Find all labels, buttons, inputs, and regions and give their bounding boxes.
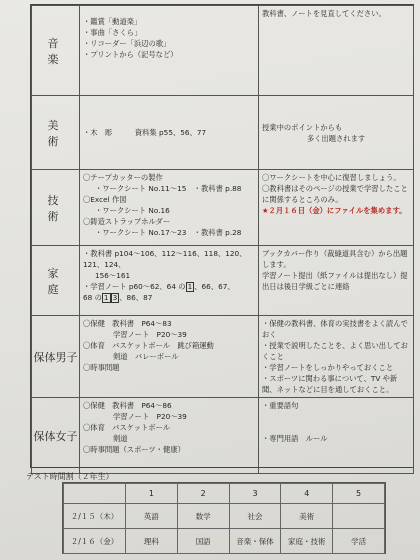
- note-text: 教科書、ノートを見直してください。: [262, 9, 386, 18]
- list-item: 〇体育 バスケットボール: [83, 423, 171, 432]
- boxed-number: 1: [187, 282, 193, 291]
- content-home: [80, 246, 259, 316]
- list-item: 〇鋳造ストラップホルダー: [83, 217, 171, 226]
- period-header: 3: [229, 484, 281, 504]
- list-item: 学習ノート P20～39: [113, 330, 187, 339]
- list-item: ・鑑賞「動道楽」: [83, 17, 142, 26]
- list-item: 〇時事問題（スポーツ・健康）: [83, 445, 185, 454]
- note-text: ・学習ノートをしっかりやっておくこと: [262, 363, 394, 372]
- subject-scope-table: [30, 4, 414, 468]
- list-item: [83, 281, 255, 292]
- schedule-title: テスト時間割（２年生）: [26, 472, 114, 481]
- schedule-cell: [333, 504, 385, 529]
- content-music: [80, 6, 259, 96]
- list-item: [83, 292, 255, 303]
- note-text: ・授業で説明したことを、よく思い出しておくこと: [262, 341, 408, 361]
- subject-tech: 技 術: [32, 170, 80, 246]
- schedule-cell: 学活: [333, 529, 385, 554]
- row-home: [32, 246, 414, 316]
- content-tech: [80, 170, 259, 246]
- schedule-day: ２/１５（木）: [64, 504, 126, 529]
- list-item: ・ワークシート No.17～23 ・教科書 p.28: [95, 228, 242, 237]
- row-pe-boys: [32, 316, 414, 398]
- content-art: [80, 96, 259, 170]
- schedule-cell: 理科: [126, 529, 178, 554]
- row-music: [32, 6, 414, 96]
- row-art: [32, 96, 414, 170]
- period-header: 5: [333, 484, 385, 504]
- list-item: 〇保健 教科書 P64～86: [83, 401, 172, 410]
- content-pe-boys: [80, 316, 259, 398]
- subject-music: 音 楽: [32, 6, 80, 96]
- note-text: 学習ノート提出（紙ファイルは提出なし）提出日は後日学級ごとに連絡: [262, 271, 408, 291]
- notes-pe-boys: [259, 316, 414, 398]
- list-item: 剣道 バレーボール: [113, 352, 179, 361]
- row-tech: [32, 170, 414, 246]
- row-pe-girls: [32, 398, 414, 474]
- list-item: 〇Excel 作図: [83, 195, 127, 204]
- schedule-cell: 家庭・技術: [281, 529, 333, 554]
- list-item: 156～161: [95, 271, 131, 280]
- content-pe-girls: [80, 398, 259, 474]
- schedule-cell: 国語: [177, 529, 229, 554]
- period-header: 4: [281, 484, 333, 504]
- spacer: [262, 411, 410, 422]
- list-item: ・ワークシート No.11～15 ・教科書 p.88: [95, 184, 242, 193]
- note-text: 多く出題されます: [306, 133, 366, 143]
- home-notebook-pages-cont: 、66、67、: [194, 282, 235, 291]
- note-text: 授業中のポイントからも: [262, 122, 343, 132]
- boxed-number: 3: [112, 293, 118, 302]
- home-notebook-pages: ・学習ノート p60～62、64 の: [83, 282, 186, 291]
- home-notebook-pages-2: 68 の: [83, 293, 102, 302]
- art-reference: 資料集 p55、56、77: [134, 128, 207, 137]
- subject-art: 美 術: [32, 96, 80, 170]
- schedule-cell: 音楽・保体: [229, 529, 281, 554]
- notes-tech: [259, 170, 414, 246]
- list-item: ・ワークシート No.16: [95, 206, 170, 215]
- list-item: 〇体育 バスケットボール 跳び箱運動: [83, 341, 214, 350]
- test-schedule-table: [62, 482, 386, 554]
- schedule-cell: 数学: [177, 504, 229, 529]
- schedule-cell: 社会: [229, 504, 281, 529]
- list-item: ・事曲「さくら」: [83, 28, 142, 37]
- notes-home: [259, 246, 414, 316]
- schedule-cell: 英語: [126, 504, 178, 529]
- schedule-row: [64, 529, 385, 554]
- schedule-row: [64, 504, 385, 529]
- list-item: 学習ノート P20～39: [113, 412, 187, 421]
- home-notebook-pages-end: 、86、87: [119, 293, 153, 302]
- schedule-header-row: [64, 484, 385, 504]
- schedule-corner: [64, 484, 126, 504]
- subject-pe-girls: 保体女子: [32, 398, 80, 474]
- list-item: 〇時事問題: [83, 363, 120, 372]
- list-item: 剣道: [113, 434, 128, 443]
- list-item: ・教科書 p104～106、112～116、118、120、: [83, 249, 247, 258]
- subject-home: 家 庭: [32, 246, 80, 316]
- note-text: ・保健の教科書、体育の実技書をよく読んでおく: [262, 319, 408, 339]
- list-item: ・プリントから（記号など）: [83, 50, 178, 59]
- notes-music: [259, 6, 414, 96]
- note-text: 〇ワークシートを中心に復習しましょう。: [262, 173, 401, 182]
- list-item: 〇テープカッターの製作: [83, 173, 163, 182]
- list-item: 121、124、: [83, 260, 126, 269]
- notes-art: [259, 96, 414, 170]
- schedule-day: ２/１６（金）: [64, 529, 126, 554]
- note-text: 〇教科書はそのページの授業で学習したことに関係するところのみ。: [262, 184, 408, 204]
- list-item: 〇保健 教科書 P64～83: [83, 319, 172, 328]
- spacer: [262, 422, 410, 433]
- period-header: 1: [126, 484, 178, 504]
- art-item: ・木 彫: [83, 128, 113, 137]
- period-header: 2: [177, 484, 229, 504]
- boxed-number: 1: [103, 293, 109, 302]
- note-highlight: ★２月１６日（金）にファイルを集めます。: [262, 206, 407, 215]
- subject-pe-boys: 保体男子: [32, 316, 80, 398]
- schedule-cell: 美術: [281, 504, 333, 529]
- note-text: ・重要語句: [262, 401, 299, 410]
- note-text: ・専門用語 ルール: [262, 434, 328, 443]
- notes-pe-girls: [259, 398, 414, 474]
- note-text: ・スポーツに関わる事について、TV や新聞、ネットなどに目を通しておくこと。: [262, 374, 398, 394]
- note-text: ブックカバー作り（裁縫道具含む）から出題します。: [262, 249, 408, 269]
- list-item: ・リコーダー「浜辺の歌」: [83, 39, 171, 48]
